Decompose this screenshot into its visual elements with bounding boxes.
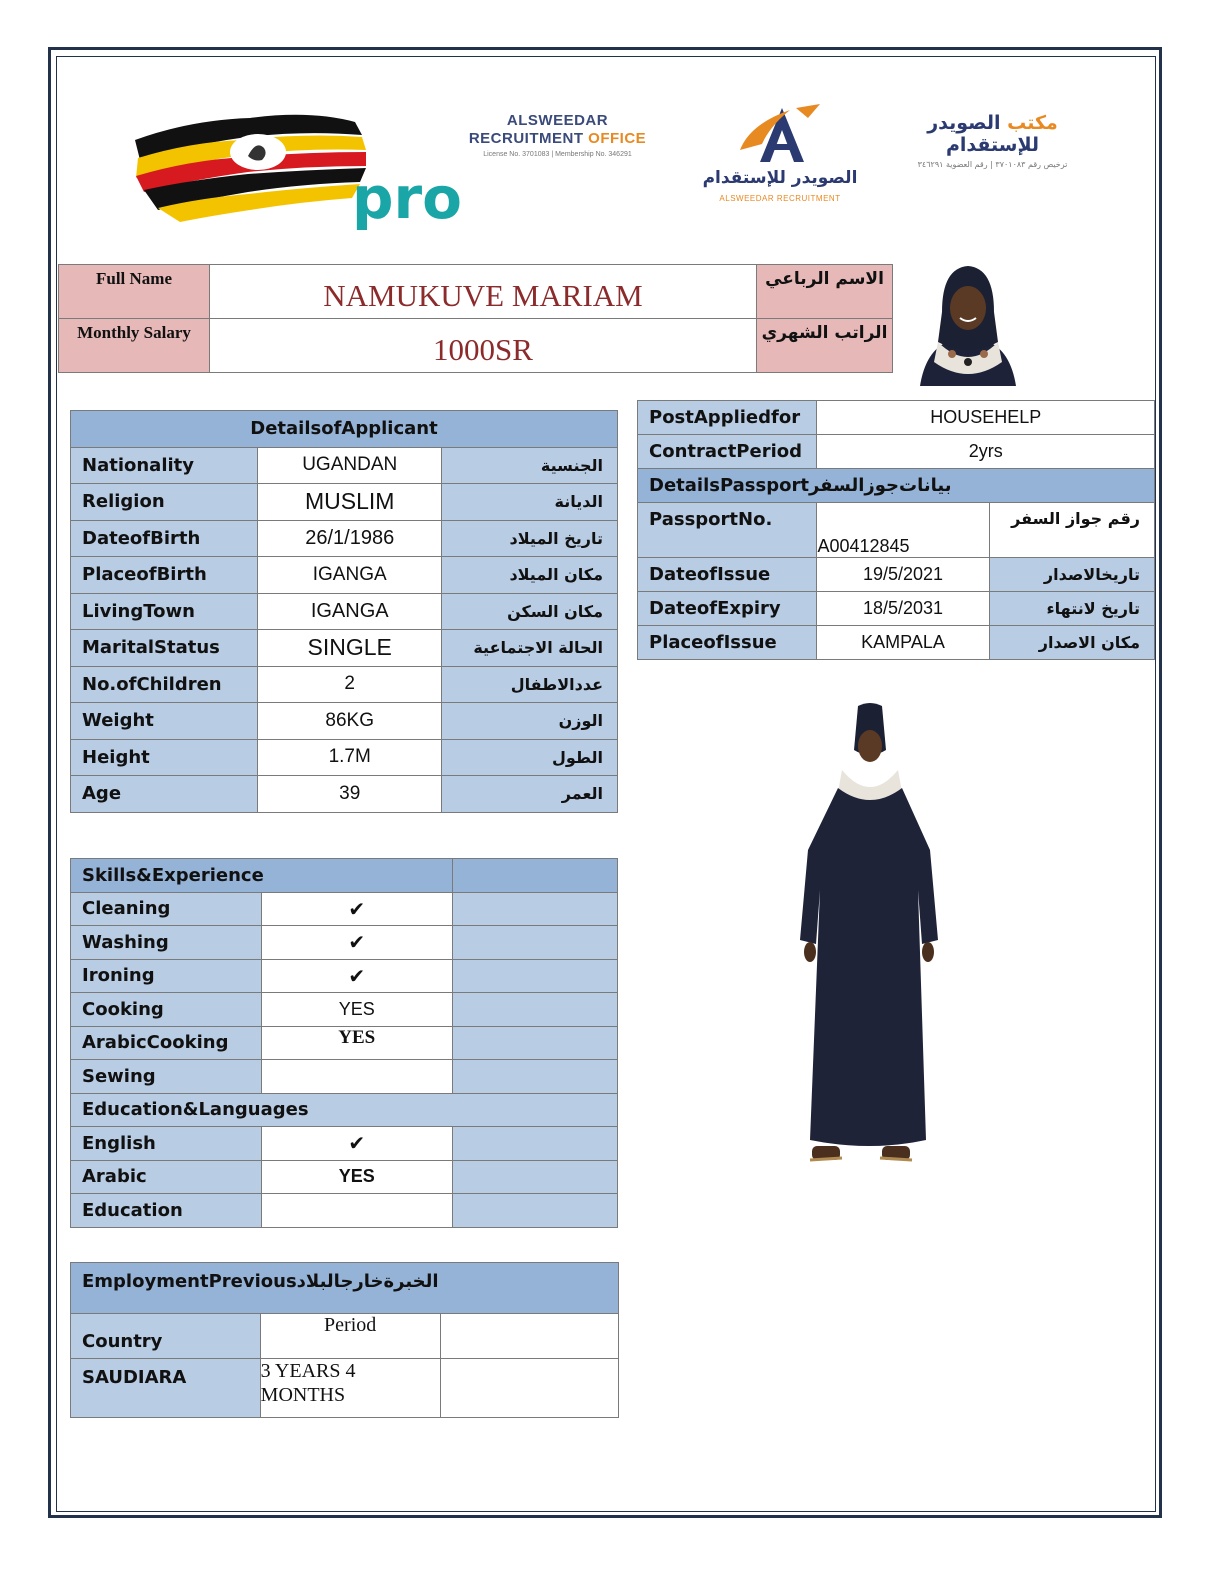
row-label: Nationality: [71, 447, 258, 484]
blank-cell: [452, 959, 617, 993]
arabic-office-title-b: الصويدر للإستقدام: [927, 112, 1040, 156]
blank-cell: [452, 1127, 617, 1161]
check-icon: ✔: [261, 926, 452, 960]
check-icon: ✔: [261, 959, 452, 993]
table-row: [71, 666, 618, 703]
passport-details-title: DetailsPassportبيانات‌جوزالسفر: [638, 469, 1155, 503]
skill-value-empty: [261, 1060, 452, 1094]
passport-no-label: PassportNo.: [638, 503, 817, 558]
table-row: [71, 557, 618, 594]
date-of-issue-label: DateofIssue: [638, 558, 817, 592]
applicant-details-title: DetailsofApplicant: [71, 411, 618, 448]
alsweedar-office-logo: [455, 112, 660, 172]
row-label: PlaceofBirth: [71, 557, 258, 594]
table-row: [71, 703, 618, 740]
skill-value: YES: [261, 993, 452, 1027]
passport-no-arabic-label: رقم جواز السفر: [989, 503, 1154, 558]
date-of-expiry-arabic-label: تاريخ لانتهاء: [989, 592, 1154, 626]
arabic-office-logo: [880, 112, 1105, 172]
table-row: [71, 1160, 618, 1194]
blank-cell: [452, 1060, 617, 1094]
row-arabic-label: عددالاطفال: [442, 666, 618, 703]
office-name-line2: [455, 130, 660, 148]
table-row: [71, 520, 618, 557]
a-logo-arabic: الصويدر للإستقدام: [702, 168, 858, 188]
blank-cell: [452, 926, 617, 960]
language-value: YES: [261, 1160, 452, 1194]
row-arabic-label: مكان الميلاد: [442, 557, 618, 594]
blank-cell: [452, 1160, 617, 1194]
alsweedar-a-logo: [700, 100, 860, 210]
row-value: 86KG: [258, 703, 442, 740]
language-label: English: [71, 1127, 262, 1161]
monthly-salary-value: 1000SR: [210, 319, 757, 373]
language-label: Arabic: [71, 1160, 262, 1194]
place-of-issue-label: PlaceofIssue: [638, 626, 817, 660]
table-row: [71, 630, 618, 667]
row-value: 39: [258, 776, 442, 813]
passport-no-value: A00412845: [817, 503, 989, 558]
row-arabic-label: تاريخ الميلاد: [442, 520, 618, 557]
contract-period-value: 2yrs: [817, 435, 1155, 469]
blank-cell: [452, 993, 617, 1027]
row-label: MaritalStatus: [71, 630, 258, 667]
row-arabic-label: مكان السكن: [442, 593, 618, 630]
row-label: Height: [71, 739, 258, 776]
education-label: Education: [71, 1194, 262, 1228]
place-of-issue-value: KAMPALA: [817, 626, 989, 660]
table-row: [71, 739, 618, 776]
skill-label: Ironing: [71, 959, 262, 993]
table-row: [71, 1060, 618, 1094]
table-row: [71, 593, 618, 630]
monthly-salary-arabic-label: الراتب الشهري: [757, 319, 893, 373]
blank-cell: [452, 1194, 617, 1228]
applicant-portrait-photo: [912, 262, 1024, 386]
monthly-salary-label: Monthly Salary: [59, 319, 210, 373]
table-row: [71, 484, 618, 521]
table-row: [71, 926, 618, 960]
office-name-line1: ALSWEEDAR: [506, 112, 609, 129]
arabic-office-title: [880, 112, 1105, 156]
row-arabic-label: الجنسية: [442, 447, 618, 484]
name-salary-table: [58, 264, 893, 373]
period-column-header: Period: [260, 1314, 440, 1359]
row-value: 2: [258, 666, 442, 703]
education-value-empty: [261, 1194, 452, 1228]
table-row: [71, 776, 618, 813]
pro-logo-text: pro: [352, 164, 462, 232]
row-value: 26/1/1986: [258, 520, 442, 557]
blank-cell: [440, 1314, 618, 1359]
date-of-issue-value: 19/5/2021: [817, 558, 989, 592]
row-label: DateofBirth: [71, 520, 258, 557]
row-label: No.ofChildren: [71, 666, 258, 703]
row-label: LivingTown: [71, 593, 258, 630]
previous-employment-title: EmploymentPreviousالخبرةخارجالبلاد: [71, 1263, 619, 1314]
skill-label: Sewing: [71, 1060, 262, 1094]
table-row: [71, 1127, 618, 1161]
skill-label: Washing: [71, 926, 262, 960]
full-name-label: Full Name: [59, 265, 210, 319]
blank-cell: [440, 1359, 618, 1418]
full-name-arabic-label: الاسم الرباعي: [757, 265, 893, 319]
row-arabic-label: الوزن: [442, 703, 618, 740]
skill-label: Cleaning: [71, 892, 262, 926]
contract-period-label: ContractPeriod: [638, 435, 817, 469]
check-icon: ✔: [261, 1127, 452, 1161]
table-row: [71, 959, 618, 993]
post-applied-value: HOUSEHELP: [817, 401, 1155, 435]
row-arabic-label: الحالة الاجتماعية: [442, 630, 618, 667]
blank-cell: [452, 892, 617, 926]
country-column-header: Country: [71, 1314, 261, 1359]
arabic-office-title-a: مكتب: [1000, 112, 1058, 134]
uganda-pro-logo: [130, 100, 462, 232]
row-label: Religion: [71, 484, 258, 521]
post-applied-label: PostAppliedfor: [638, 401, 817, 435]
row-arabic-label: الطول: [442, 739, 618, 776]
skills-table: [70, 858, 618, 1228]
table-row: [71, 447, 618, 484]
table-row: [71, 1194, 618, 1228]
applicant-details-table: [70, 410, 618, 813]
table-row: [71, 1359, 619, 1418]
education-languages-title: Education&Languages: [71, 1093, 618, 1127]
row-value: UGANDAN: [258, 447, 442, 484]
office-license-text: License No. 3701083 | Membership No. 346291: [483, 151, 632, 158]
full-name-value: NAMUKUVE MARIAM: [210, 265, 757, 319]
date-of-issue-arabic-label: تاريخالاصدار: [989, 558, 1154, 592]
skill-value: YES: [261, 1026, 452, 1060]
check-icon: ✔: [261, 892, 452, 926]
a-logo-english: ALSWEEDAR RECRUITMENT: [719, 194, 841, 203]
row-value: 1.7M: [258, 739, 442, 776]
employment-period: 3 YEARS 4 MONTHS: [260, 1359, 440, 1418]
date-of-expiry-label: DateofExpiry: [638, 592, 817, 626]
place-of-issue-arabic-label: مكان الاصدار: [989, 626, 1154, 660]
employment-country: SAUDIARA: [71, 1359, 261, 1418]
skill-label: Cooking: [71, 993, 262, 1027]
row-label: Age: [71, 776, 258, 813]
skills-title-blank: [452, 859, 617, 893]
skill-label: ArabicCooking: [71, 1026, 262, 1060]
arabic-office-license: ترخيص رقم ٣٧٠١٠٨٣ | رقم العضوية ٣٤٦٢٩١: [917, 160, 1068, 169]
a-logo-icon: [700, 100, 860, 170]
skills-title: Skills&Experience: [71, 859, 453, 893]
previous-employment-table: [70, 1262, 619, 1418]
row-value: MUSLIM: [258, 484, 442, 521]
row-arabic-label: الديانة: [442, 484, 618, 521]
row-label: Weight: [71, 703, 258, 740]
row-value: IGANGA: [258, 593, 442, 630]
applicant-full-length-photo: [790, 700, 950, 1180]
blank-cell: [452, 1026, 617, 1060]
post-passport-table: [637, 400, 1155, 660]
date-of-expiry-value: 18/5/2031: [817, 592, 989, 626]
office-name-recruitment: RECRUITMENT: [468, 130, 589, 147]
table-row: [71, 892, 618, 926]
row-value: SINGLE: [258, 630, 442, 667]
table-row: [71, 1026, 618, 1060]
row-value: IGANGA: [258, 557, 442, 594]
office-name-office: OFFICE: [588, 130, 647, 147]
table-row: [71, 993, 618, 1027]
row-arabic-label: العمر: [442, 776, 618, 813]
